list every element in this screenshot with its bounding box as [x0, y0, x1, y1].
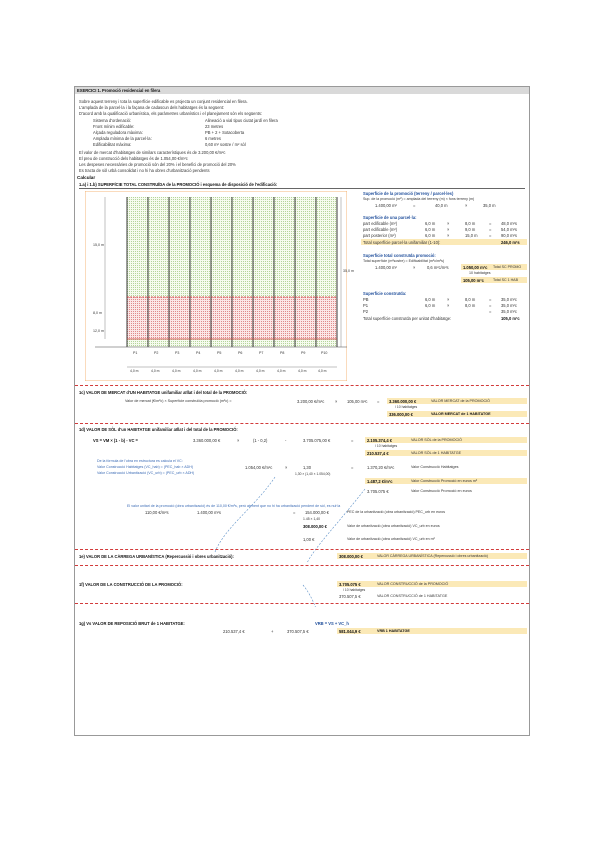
section-separator — [75, 603, 529, 604]
statement-line: Sobre aquest terreny i tota la superfície edificable es projecta un conjunt residencial en filera. — [79, 99, 248, 104]
urb-b: 1.400,00 m²s — [197, 510, 221, 515]
dim-fondo2: 12,0 m — [93, 329, 104, 333]
constr-row-label: PB — [363, 297, 369, 302]
vc-res1-label: Valor Construcció Habitatges — [411, 465, 459, 469]
parcela-row-label: part edificable (m²) — [363, 227, 398, 232]
sup-promocio-val: 35,0 m — [483, 203, 496, 208]
urb-txt: PEC de la urbanització (obra urbanització) PEC_urb en euros — [347, 510, 446, 514]
plot-width: 4,0 m — [235, 369, 244, 373]
mercat-res: 3.360.000,00 € — [389, 399, 417, 404]
plot-label: P9 — [301, 351, 306, 355]
sup-parcela-title: Superfície de una parcel·la: — [363, 215, 417, 220]
vc-res3: 3.705.075 € — [367, 489, 389, 494]
urb-res4: 1,00 € — [303, 537, 315, 542]
plot-label: P5 — [217, 351, 222, 355]
sol-c: 3.705.075,00 € — [303, 438, 331, 443]
constr-row-eq: = — [489, 309, 492, 314]
constr-row-a: 6,0 m — [425, 297, 436, 302]
param-label: Edificabilitat màxima: — [93, 142, 132, 147]
parcela-row-b: 8,0 m — [465, 221, 476, 226]
calcular-label: Calcular — [77, 175, 96, 180]
constr-row-label: P2 — [363, 309, 369, 314]
vc-b: 1,30 — [303, 465, 311, 470]
constr-row-op: × — [447, 303, 450, 308]
vc-res1: 1.370,20 €/m²c — [367, 465, 395, 470]
sol-div: / 10 habitatges — [375, 444, 398, 448]
vc-res2-label: Valor Construcció Promoció en euros m² — [411, 478, 478, 483]
sup-constr-title: Superfície construïda: — [363, 291, 407, 296]
plot-label: P1 — [133, 351, 138, 355]
parcela-row-b: 9,0 m — [465, 227, 476, 232]
vc-title: De la fórmula de l'obra en estructura es calcula el VC: — [97, 459, 183, 463]
section-d-heading: 1e) VALOR DE LA CÀRREGA URBANÍSTICA (Repercussió i obres urbanització): — [79, 554, 234, 559]
sol-b: (1 - 0,2) — [253, 438, 268, 443]
dim-fondo: 8,0 m — [93, 311, 102, 315]
sup-promocio-val: 40,0 m — [435, 203, 448, 208]
sol-eq: = — [351, 438, 354, 443]
constr-row-value: 35,0 m²c — [501, 309, 517, 314]
plot-width: 4,0 m — [256, 369, 265, 373]
urb-res2: 1.45 × 1,40 — [303, 517, 321, 521]
sol-op: × — [237, 438, 240, 443]
parcela-row-op: × — [447, 227, 450, 232]
urb-res3: 308.000,00 € — [303, 524, 327, 529]
construccio-res: 3.705.075 € — [339, 582, 361, 587]
exercise-title: EXERCICI 1. Promoció residencial en filera — [77, 88, 161, 93]
vc-a: 1.054,00 €/m²c — [245, 465, 273, 470]
note-line: El valor de mercat d'habitatges de similars característiques és de 3.200,00 €/m²c — [79, 150, 226, 155]
sol-minus: - — [285, 438, 287, 443]
sup-promocio-val: 1.400,00 m² — [375, 203, 397, 208]
param-value: 0,60 m² sostre / m² sòl — [205, 142, 246, 147]
sol-res-label: VALOR SÒL de la PROMOCIÓ — [411, 438, 463, 442]
urb-a: 110,00 €/m²s — [145, 510, 169, 515]
constr-row-eq: = — [489, 303, 492, 308]
plot-label: P6 — [238, 351, 243, 355]
sup-edif-div: 10 habitatges — [469, 271, 491, 275]
parcela-row-op: × — [447, 221, 450, 226]
sup-edif-res2-label: Total SC 1 HAB — [493, 277, 518, 282]
sup-edif-title: Superfície total construïda promoció: — [363, 253, 436, 258]
constr-row-a: 6,0 m — [425, 303, 436, 308]
note-line: Les despeses necessàries de promoció són del 20% i el benefici de promoció del 20% — [79, 162, 236, 167]
vrb-highlight — [337, 628, 527, 634]
sol-res: 2.105.374,4 € — [367, 438, 393, 443]
plot-label: P10 — [321, 351, 328, 355]
plot-width: 4,0 m — [318, 369, 327, 373]
note-line: El preu de construcció dels habitatges és de 1.054,00 €/m²c — [79, 156, 188, 161]
vrb-formula: VRB = VS + VC_h — [315, 621, 349, 626]
parcela-row-a: 6,0 m — [425, 221, 436, 226]
statement-line: D'acord amb la qualificació urbanística, els paràmetres urbanístics i el planejament són els següents: — [79, 111, 263, 116]
vc-eq: = — [351, 465, 354, 470]
carrega-res-label: VALOR CÀRREGA URBANÍSTICA (Repercussió i obres urbanització) — [377, 554, 488, 558]
parcela-row-eq: = — [489, 233, 492, 238]
construccio-res2: 370.507,5 € — [339, 594, 361, 599]
parcela-row-b: 15,0 m — [465, 233, 478, 238]
constr-row-value: 35,0 m²c — [501, 303, 517, 308]
plot-width: 4,0 m — [172, 369, 181, 373]
construccio-res2-label: VALOR CONSTRUCCIÓ de 1 HABITATGE — [377, 594, 448, 598]
section-separator — [75, 385, 529, 386]
param-label: Alçada reguladora màxima: — [93, 130, 143, 135]
constr-row-label: P1 — [363, 303, 369, 308]
urb-res3-label: Valor de urbanització (obra urbanització) VC_urb en euros — [347, 524, 440, 528]
plot-width: 4,0 m — [193, 369, 202, 373]
sup-edif-formula: Total superfície (m²sostre) = Edificabilitat (m²c/m²s) — [363, 259, 445, 263]
urb-res: 154.000,00 € — [305, 510, 329, 515]
sup-edif-val: 1.400,00 m² — [375, 265, 397, 270]
statement-line: L'amplada de la parcel·la i la façana de cadascun dels habitatges és la següent: — [79, 105, 225, 110]
parcela-row-label: part posterior (m²) — [363, 233, 396, 238]
param-value: PB + 2 + Sotacoberta — [205, 130, 245, 135]
plot-label: P3 — [175, 351, 180, 355]
vc-res3-label: Valor Construcció Promoció en euros — [411, 489, 472, 493]
vc-formula-urb: Valor Construcció Urbanització (VC_urb) = (PEC_urb × ADH) — [97, 471, 195, 475]
section-b-heading: 1c) VALOR DE MERCAT d'UN HABITATGE unifamiliar aïllat i del total de la PROMOCIÓ: — [79, 390, 248, 395]
plot-label: P4 — [196, 351, 201, 355]
param-label: Amplada mínima de la parcel·la: — [93, 136, 152, 141]
mercat-op: × — [335, 399, 338, 404]
sup-edif-res1: 1.050,00 m²c — [463, 265, 488, 270]
plot-label: P2 — [154, 351, 159, 355]
plot-diagram — [85, 191, 354, 381]
parcela-row-a: 6,0 m — [425, 233, 436, 238]
constr-row-op: × — [447, 297, 450, 302]
sup-promocio-op: × — [465, 203, 468, 208]
parcela-row-label: part edificable (m²) — [363, 221, 398, 226]
sup-promocio-formula: Sup. de la promoció (m²) = amplada del terreny (m) × fons terreny (m) — [363, 197, 475, 201]
constr-row-value: 35,0 m²c — [501, 297, 517, 302]
section-separator — [75, 423, 529, 424]
parcela-row-op: × — [447, 233, 450, 238]
param-label: Sistema d'ordenació: — [93, 118, 132, 123]
vrb-a: 210.537,4 € — [223, 629, 245, 634]
mercat-res2-label: VALOR MERCAT de 1 HABITATGE — [431, 411, 491, 416]
vc-op: × — [285, 465, 288, 470]
plot-label: P8 — [280, 351, 285, 355]
total-parcela-value: 246,0 m²s — [501, 239, 520, 245]
parcela-row-eq: = — [489, 221, 492, 226]
constr-total-label: Total superfície construïda per unitat d'habitatge: — [363, 316, 452, 321]
carrega-res: 308.000,00 € — [339, 554, 363, 559]
param-value: 23 metres — [205, 124, 224, 129]
plot-width: 4,0 m — [214, 369, 223, 373]
sup-edif-res1-label: Total SC PROMO — [493, 265, 522, 269]
urb-note: El valor unitari de la promoció (obra urbanització) és de 110,00 €/m²s, però atenent que no hi ha urbanització pendent de sòl, es nul·la — [127, 504, 341, 508]
vrb-res-label: VRB 1 HABITATGE — [377, 629, 410, 633]
param-value: Alineació a vial tipus ciutat jardí en filera — [205, 118, 278, 123]
mercat-eq: = — [377, 399, 380, 404]
vc-mid: 1,30 × (1,40 × 1.054,00) — [295, 472, 331, 476]
constr-total-value: 105,0 m²c — [501, 316, 520, 321]
sup-promocio-title: Superfície de la promoció (terreny / parcel·les) — [363, 191, 454, 196]
parcela-row-value: 90,0 m²s — [501, 233, 517, 238]
section-f-heading: 1g) Vs VALOR DE REPOSICIÓ BRUT de 1 HABITATGE: — [79, 621, 185, 626]
vc-formula-hab: Valor Construcció Habitatges (VC_hab) = (PEC_hab × ADH) — [97, 465, 194, 469]
section-e-heading: 1f) VALOR DE LA CONSTRUCCIÓ DE LA PROMOCIÓ: — [79, 582, 183, 587]
sup-edif-op: × — [413, 265, 416, 270]
param-label: Front mínim edificable: — [93, 124, 135, 129]
sol-res2: 210.537,4 € — [367, 450, 389, 456]
sup-edif-val: 0,6 m²c/m²s — [427, 265, 449, 270]
sol-a: 3.360.000,00 € — [193, 438, 221, 443]
sup-promocio-op: = — [413, 203, 416, 208]
constr-row-b: 8,0 m — [465, 297, 476, 302]
plot-label: P7 — [259, 351, 264, 355]
section-separator — [75, 565, 529, 566]
constr-row-eq: = — [489, 297, 492, 302]
vrb-b: 370.507,5 € — [287, 629, 309, 634]
dim-total: 35,0 m — [343, 269, 354, 273]
section-separator — [75, 549, 529, 550]
section-a-heading: 1.a) i 1.b) SUPERFÍCIE TOTAL CONSTRUÏDA de la PROMOCIÓ i esquema de disposició de l'edificació: — [79, 182, 278, 187]
divider — [79, 188, 525, 189]
construccio-div: / 10 habitatges — [343, 588, 366, 592]
mercat-res2: 336.000,00 € — [389, 411, 413, 417]
sol-formula: VS = VM × (1 - b) - VC = — [93, 438, 138, 443]
dim-fons: 15,0 m — [93, 243, 104, 247]
plot-width: 4,0 m — [151, 369, 160, 373]
parcela-row-a: 6,0 m — [425, 227, 436, 232]
plot-width: 4,0 m — [130, 369, 139, 373]
plot-width: 4,0 m — [277, 369, 286, 373]
mercat-div: / 10 habitatges — [395, 405, 418, 409]
urb-eq: = — [293, 510, 296, 515]
sol-res2-label: VALOR SÒL de 1 HABITATGE — [411, 450, 462, 455]
parcela-row-value: 48,0 m²s — [501, 221, 517, 226]
total-parcela-label: Total superfície parcel·la unifamiliar (1-10): — [363, 239, 441, 245]
sup-edif-res2: 105,00 m²c — [463, 277, 484, 283]
note-line: Es tracta de sòl urbà consolidat i no hi ha obres d'urbanització pendents — [79, 168, 210, 173]
mercat-b: 105,00 m²c — [347, 399, 368, 404]
mercat-formula: Valor de mercat (€/m²c) × Superfície construïda promoció (m²c) = — [125, 399, 232, 403]
urb-res4-label: Valor de urbanització (obra urbanització) VC_urb en m² — [347, 537, 435, 541]
plot-width: 4,0 m — [298, 369, 307, 373]
parcela-row-value: 54,0 m²s — [501, 227, 517, 232]
plot-diagram-svg — [85, 191, 347, 381]
vrb-res: 581.044,9 € — [339, 629, 361, 634]
section-c-heading: 1d) VALOR DE SÒL d'un HABITATGE unifamiliar aïllat i del total de la PROMOCIÓ: — [79, 427, 238, 432]
vrb-op: + — [271, 629, 274, 634]
param-value: 6 metres — [205, 136, 221, 141]
parcela-row-eq: = — [489, 227, 492, 232]
constr-row-b: 8,0 m — [465, 303, 476, 308]
construccio-res-label: VALOR CONSTRUCCIÓ de la PROMOCIÓ — [377, 582, 449, 586]
mercat-a: 3.200,00 €/m²c — [297, 399, 325, 404]
mercat-res-label: VALOR MERCAT de la PROMOCIÓ — [431, 399, 491, 403]
worksheet — [74, 86, 530, 736]
vc-res2: 1.487,2 €/m²c — [367, 478, 393, 484]
